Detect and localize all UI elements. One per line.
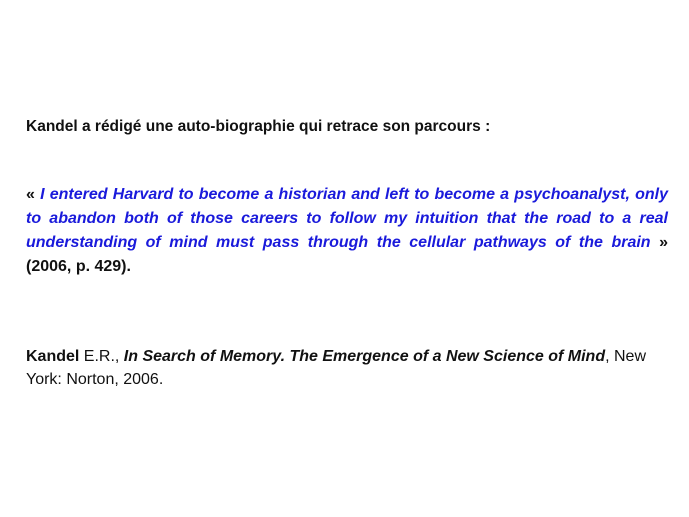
quote-open-mark: « bbox=[26, 186, 41, 203]
reference-initials: E.R., bbox=[79, 348, 124, 365]
intro-text: Kandel a rédigé une auto-biographie qui retrace son parcours : bbox=[26, 118, 491, 135]
bibliographic-reference bbox=[26, 345, 674, 391]
quote-citation: » (2006, p. 429). bbox=[26, 234, 669, 275]
reference-publisher: , New York: Norton, 2006. bbox=[26, 348, 647, 388]
reference-author: Kandel bbox=[26, 348, 80, 365]
reference-title: In Search of Memory. The Emergence of a New Science of Mind bbox=[123, 348, 606, 365]
quote-paragraph bbox=[26, 183, 668, 279]
quote-text: I entered Harvard to become a historian and left to become a psychoanalyst, only to abandon both of those careers to follow my intuition that the road to a real understanding of mind must pass through the cellular pathways of the brain bbox=[26, 186, 668, 251]
